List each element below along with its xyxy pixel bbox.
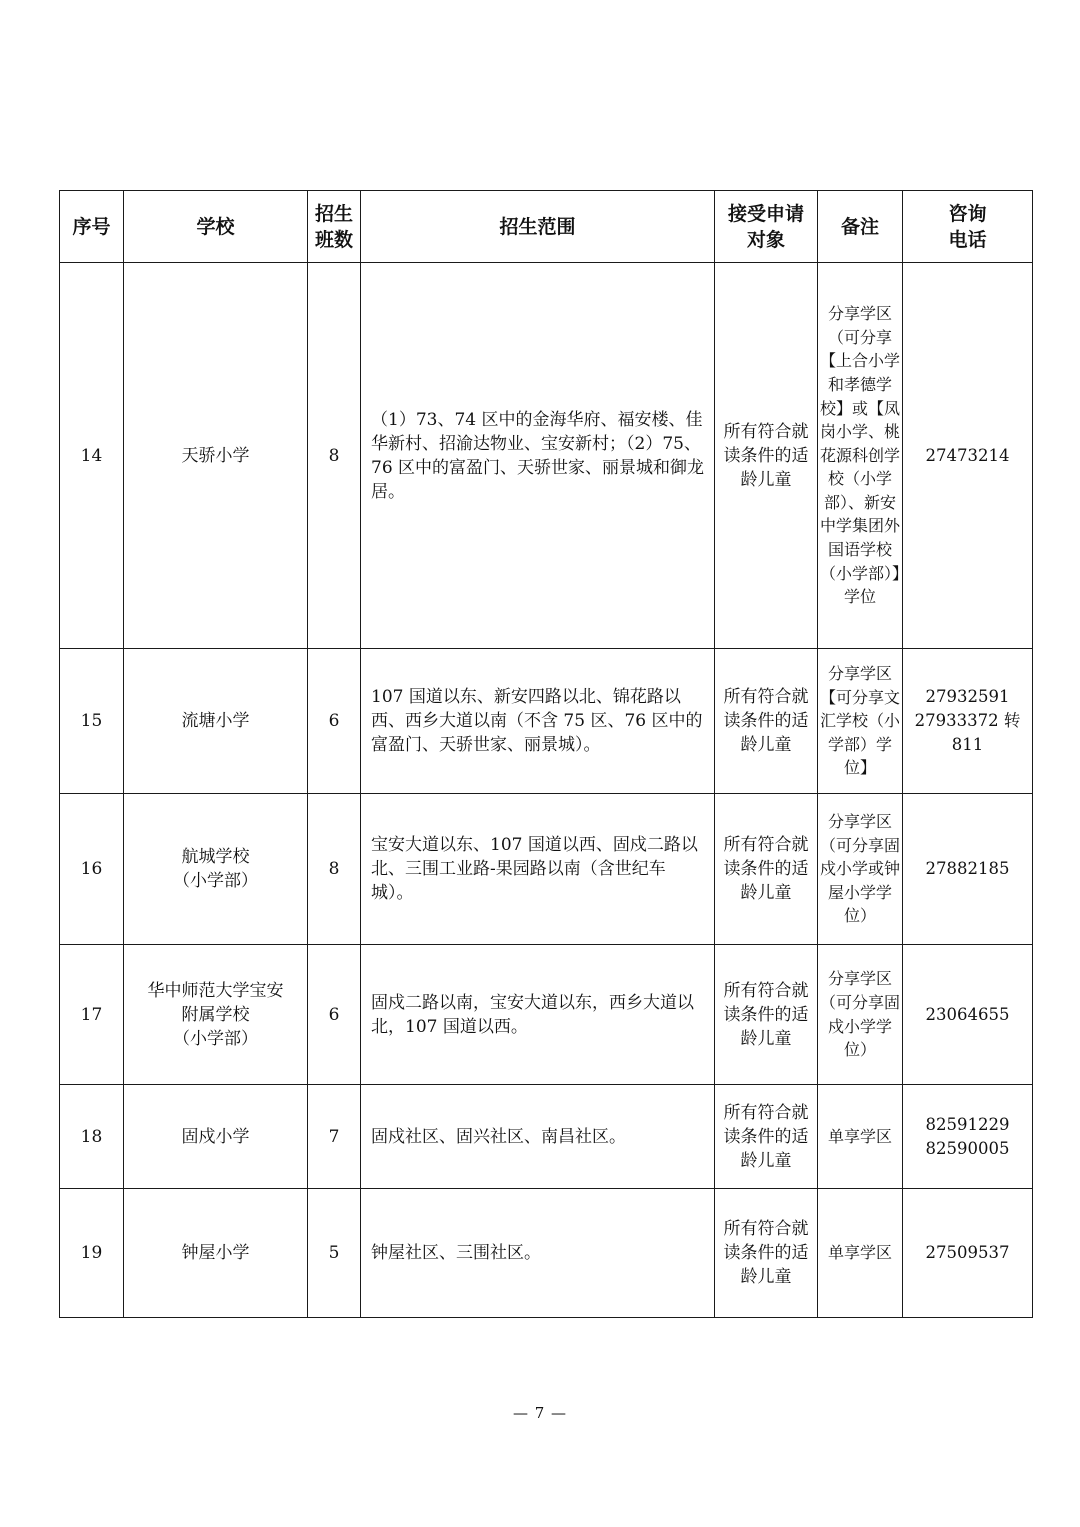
cell-phone: 27932591 27933372 转 811 bbox=[903, 649, 1033, 794]
cell-school: 钟屋小学 bbox=[124, 1189, 308, 1318]
header-school: 学校 bbox=[124, 191, 308, 263]
cell-seq: 16 bbox=[60, 794, 124, 945]
cell-seq: 15 bbox=[60, 649, 124, 794]
table-row bbox=[60, 1085, 1033, 1189]
cell-eligible: 所有符合就读条件的适龄儿童 bbox=[715, 794, 818, 945]
table-row bbox=[60, 649, 1033, 794]
cell-school: 天骄小学 bbox=[124, 263, 308, 649]
cell-range: 宝安大道以东、107 国道以西、固戍二路以北、三围工业路-果园路以南（含世纪车城）。 bbox=[361, 794, 715, 945]
cell-phone: 82591229 82590005 bbox=[903, 1085, 1033, 1189]
cell-school: 航城学校 （小学部） bbox=[124, 794, 308, 945]
cell-seq: 18 bbox=[60, 1085, 124, 1189]
cell-range: 107 国道以东、新安四路以北、锦花路以西、西乡大道以南（不含 75 区、76 区中的富盈门、天骄世家、丽景城）。 bbox=[361, 649, 715, 794]
cell-eligible: 所有符合就读条件的适龄儿童 bbox=[715, 1189, 818, 1318]
table-row bbox=[60, 263, 1033, 649]
cell-school: 固戍小学 bbox=[124, 1085, 308, 1189]
cell-note: 分享学区（可分享固戍小学或钟屋小学学位） bbox=[818, 794, 903, 945]
header-note: 备注 bbox=[818, 191, 903, 263]
header-seq: 序号 bbox=[60, 191, 124, 263]
cell-range: 固戍二路以南，宝安大道以东，西乡大道以北，107 国道以西。 bbox=[361, 945, 715, 1085]
page-number: — 7 — bbox=[512, 1404, 568, 1422]
cell-phone: 27509537 bbox=[903, 1189, 1033, 1318]
header-range: 招生范围 bbox=[361, 191, 715, 263]
cell-note: 分享学区【可分享文汇学校（小学部）学位】 bbox=[818, 649, 903, 794]
cell-note: 分享学区（可分享固戍小学学位） bbox=[818, 945, 903, 1085]
table-row bbox=[60, 1189, 1033, 1318]
cell-range: 固戍社区、固兴社区、南昌社区。 bbox=[361, 1085, 715, 1189]
header-classes: 招生 班数 bbox=[308, 191, 361, 263]
enrollment-table bbox=[59, 190, 1033, 1318]
cell-note: 单享学区 bbox=[818, 1085, 903, 1189]
cell-phone: 23064655 bbox=[903, 945, 1033, 1085]
cell-range: 钟屋社区、三围社区。 bbox=[361, 1189, 715, 1318]
cell-eligible: 所有符合就读条件的适龄儿童 bbox=[715, 263, 818, 649]
cell-note: 分享学区（可分享【上合小学和孝德学校】或【凤岗小学、桃花源科创学校（小学部）、新安中学集团外国语学校（小学部）】学位 bbox=[818, 263, 903, 649]
cell-phone: 27473214 bbox=[903, 263, 1033, 649]
header-row bbox=[60, 191, 1033, 263]
cell-school: 华中师范大学宝安 附属学校 （小学部） bbox=[124, 945, 308, 1085]
cell-range: （1）73、74 区中的金海华府、福安楼、佳华新村、招渝达物业、宝安新村；（2）75、76 区中的富盈门、天骄世家、丽景城和御龙居。 bbox=[361, 263, 715, 649]
table-row bbox=[60, 794, 1033, 945]
cell-classes: 8 bbox=[308, 794, 361, 945]
cell-seq: 17 bbox=[60, 945, 124, 1085]
cell-classes: 8 bbox=[308, 263, 361, 649]
cell-eligible: 所有符合就读条件的适龄儿童 bbox=[715, 649, 818, 794]
cell-classes: 6 bbox=[308, 649, 361, 794]
header-eligible: 接受申请 对象 bbox=[715, 191, 818, 263]
cell-phone: 27882185 bbox=[903, 794, 1033, 945]
cell-seq: 19 bbox=[60, 1189, 124, 1318]
cell-eligible: 所有符合就读条件的适龄儿童 bbox=[715, 945, 818, 1085]
cell-note: 单享学区 bbox=[818, 1189, 903, 1318]
cell-eligible: 所有符合就读条件的适龄儿童 bbox=[715, 1085, 818, 1189]
cell-classes: 6 bbox=[308, 945, 361, 1085]
cell-seq: 14 bbox=[60, 263, 124, 649]
table-row bbox=[60, 945, 1033, 1085]
cell-classes: 7 bbox=[308, 1085, 361, 1189]
cell-school: 流塘小学 bbox=[124, 649, 308, 794]
header-phone: 咨询 电话 bbox=[903, 191, 1033, 263]
cell-classes: 5 bbox=[308, 1189, 361, 1318]
